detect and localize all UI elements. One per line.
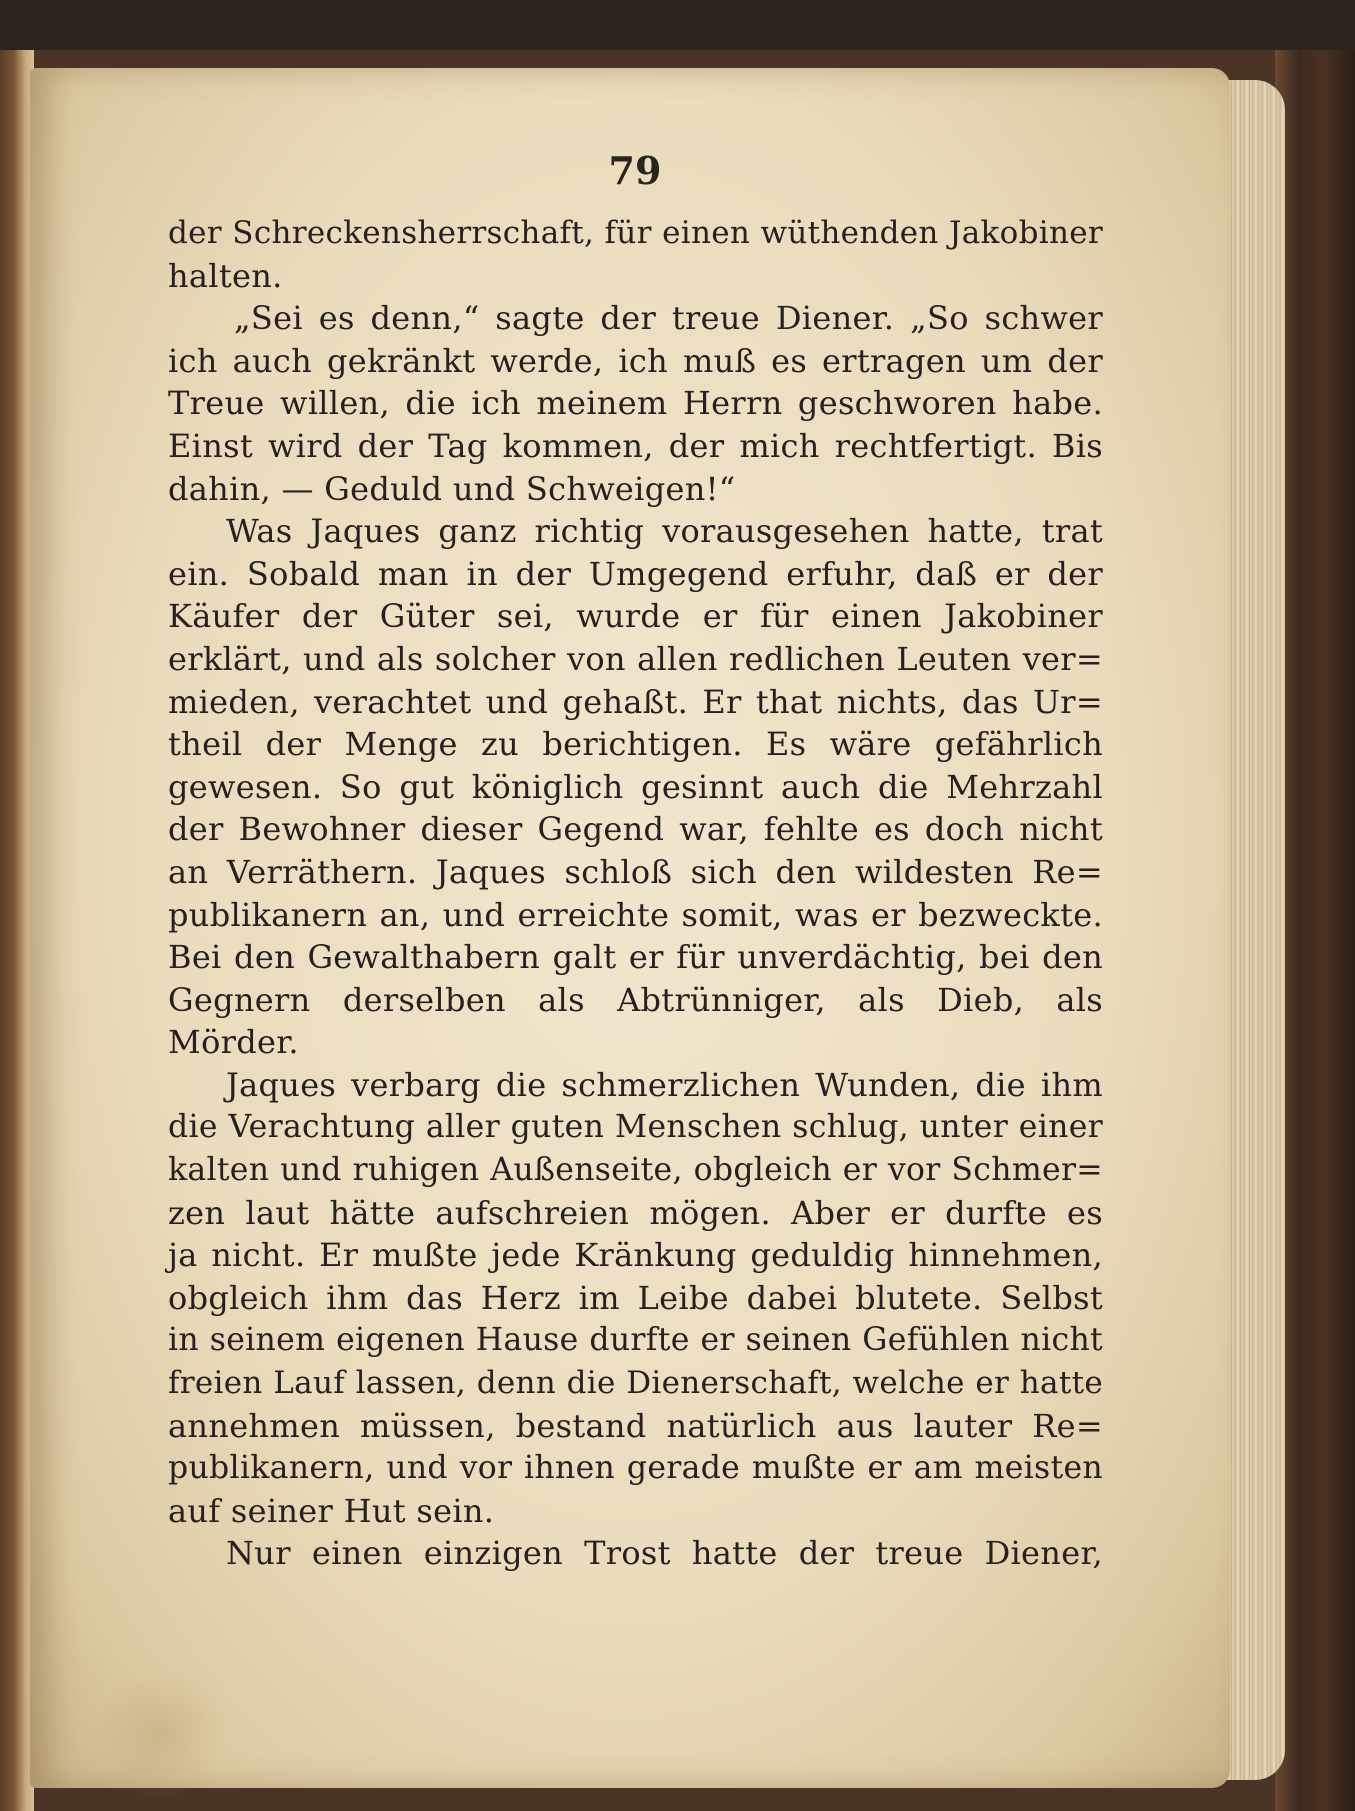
text-line: die Verachtung aller guten Menschen schlug, unter einer — [168, 1109, 1103, 1146]
text-line: der Bewohner dieser Gegend war, fehlte es doch nicht — [168, 810, 1103, 849]
text-line: Bei den Gewalthabern galt er für unverdächtig, bei den — [168, 938, 1103, 977]
text-line: ich auch gekränkt werde, ich muß es ertragen um der — [168, 341, 1103, 380]
text-line: obgleich ihm das Herz im Leibe dabei blutete. Selbst — [168, 1278, 1103, 1317]
paper-stain — [90, 1668, 230, 1798]
text-line: der Schreckensherrschaft, für einen wüthenden Jakobiner — [168, 215, 1103, 251]
text-line: dahin, — Geduld und Schweigen!“ — [168, 469, 736, 508]
text-line: zen laut hätte aufschreien mögen. Aber er durfte es — [168, 1193, 1103, 1232]
text-line: Jaques verbarg die schmerzlichen Wunden, die ihm — [226, 1065, 1103, 1104]
text-line: ja nicht. Er mußte jede Kränkung geduldig hinnehmen, — [168, 1236, 1103, 1275]
page-text — [168, 212, 1103, 1575]
text-line: Gegnern derselben als Abtrünniger, als Dieb, als — [168, 980, 1103, 1019]
text-line: kalten und ruhigen Außenseite, obgleich er vor Schmer= — [168, 1152, 1103, 1189]
text-line: Einst wird der Tag kommen, der mich rechtfertigt. Bis — [168, 426, 1103, 465]
text-line: publikanern an, und erreichte somit, was er bezweckte. — [168, 895, 1103, 934]
text-line: auf seiner Hut sein. — [168, 1491, 495, 1530]
text-line: Treue willen, die ich meinem Herrn geschworen habe. — [168, 384, 1103, 423]
text-line: an Verräthern. Jaques schloß sich den wildesten Re= — [168, 852, 1103, 891]
text-line: „Sei es denn,“ sagte der treue Diener. „So schwer — [234, 299, 1103, 338]
text-line: erklärt, und als solcher von allen redlichen Leuten ver= — [168, 639, 1103, 678]
text-line: Was Jaques ganz richtig vorausgesehen hatte, trat — [226, 512, 1103, 551]
text-line: publikanern, und vor ihnen gerade mußte er am meisten — [168, 1450, 1103, 1487]
text-line: mieden, verachtet und gehaßt. Er that nichts, das Ur= — [168, 682, 1103, 721]
book-cover-left — [0, 50, 34, 1811]
text-line: Mörder. — [168, 1023, 299, 1062]
text-line: freien Lauf lassen, denn die Dienerschaft, welche er hatte — [168, 1365, 1103, 1402]
text-line: halten. — [168, 256, 283, 295]
page-number: 79 — [608, 148, 662, 193]
text-line: Nur einen einzigen Trost hatte der treue Diener, — [226, 1534, 1103, 1573]
book-cover-right — [1275, 50, 1355, 1811]
text-line: ein. Sobald man in der Umgegend erfuhr, daß er der — [168, 554, 1103, 593]
text-line: annehmen müssen, bestand natürlich aus lauter Re= — [168, 1406, 1103, 1445]
text-line: theil der Menge zu berichtigen. Es wäre gefährlich — [168, 725, 1103, 764]
text-line: gewesen. So gut königlich gesinnt auch die Mehrzahl — [168, 767, 1103, 806]
text-line: in seinem eigenen Hause durfte er seinen Gefühlen nicht — [168, 1322, 1103, 1359]
text-line: Käufer der Güter sei, wurde er für einen Jakobiner — [168, 597, 1103, 636]
